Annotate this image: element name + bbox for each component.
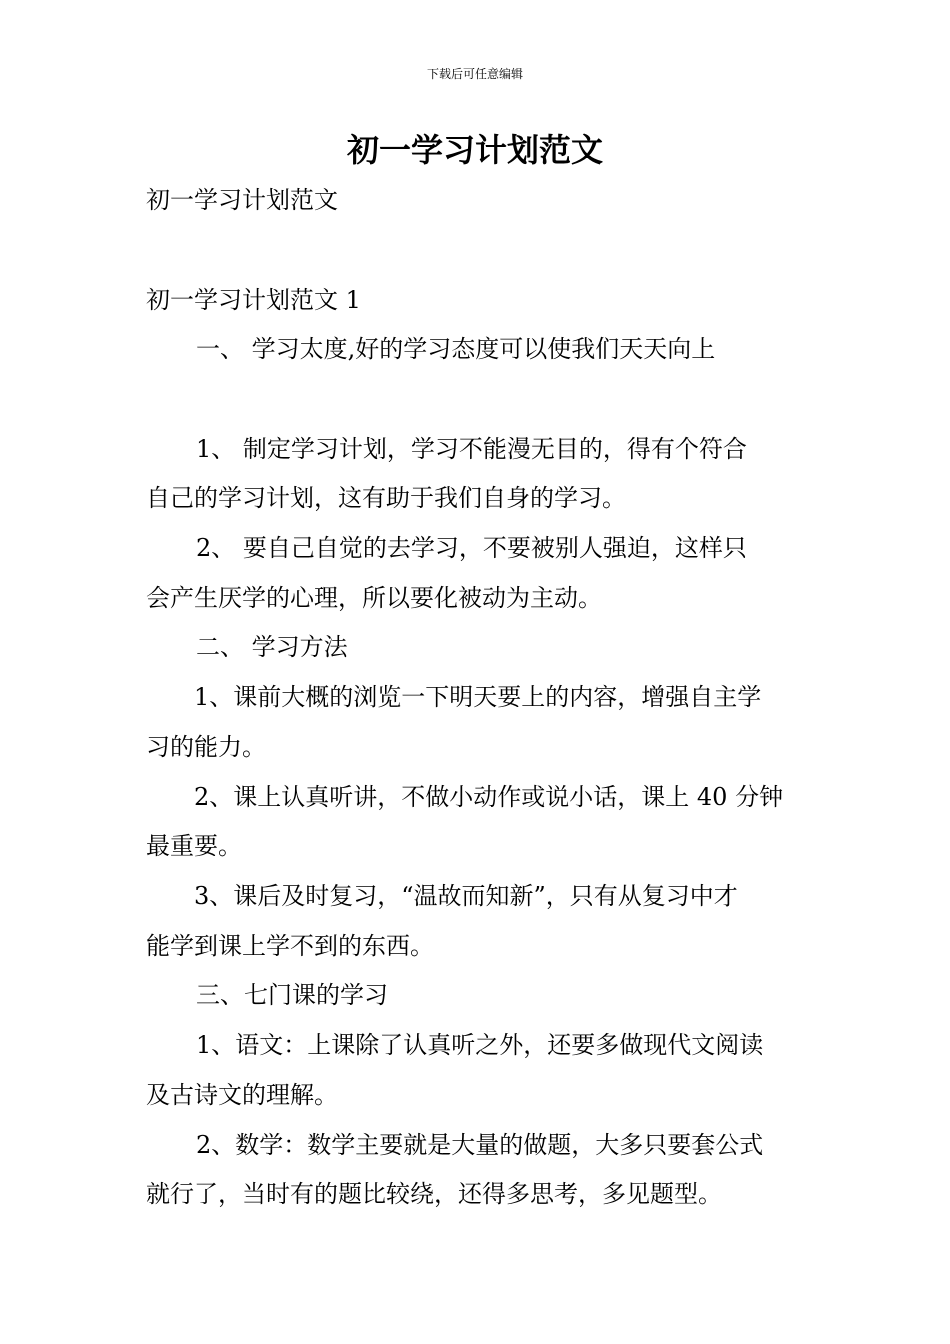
document-title: 初一学习计划范文 [346, 131, 603, 169]
paragraph-line: 会产生厌学的心理，所以要化被动为主动。 [146, 584, 602, 612]
paragraph-line: 三、七门课的学习 [196, 981, 388, 1009]
paragraph-line: 1、 制定学习计划，学习不能漫无目的，得有个符合 [196, 435, 747, 463]
paragraph-line: 及古诗文的理解。 [146, 1081, 338, 1109]
paragraph-line: 2、 要自己自觉的去学习，不要被别人强迫，这样只 [196, 534, 747, 562]
paragraph-line: 1、课前大概的浏览一下明天要上的内容，增强自主学 [194, 683, 762, 711]
paragraph-line: 二、 学习方法 [196, 633, 348, 661]
paragraph-line: 2、数学：数学主要就是大量的做题，大多只要套公式 [196, 1131, 764, 1159]
paragraph-line: 就行了，当时有的题比较绕，还得多思考，多见题型。 [146, 1180, 722, 1208]
paragraph-line: 2、课上认真听讲，不做小动作或说小话，课上 40 分钟 [194, 783, 784, 811]
header-note: 下载后可任意编辑 [426, 67, 523, 81]
paragraph-line: 自己的学习计划，这有助于我们自身的学习。 [146, 484, 626, 512]
paragraph-line: 能学到课上学不到的东西。 [146, 932, 434, 960]
subtitle-line: 初一学习计划范文 [146, 186, 338, 214]
section-heading: 初一学习计划范文 1 [146, 286, 361, 314]
paragraph-line: 一、 学习太度,好的学习态度可以使我们天天向上 [196, 335, 716, 363]
paragraph-line: 1、语文：上课除了认真听之外，还要多做现代文阅读 [196, 1031, 764, 1059]
paragraph-line: 3、课后及时复习，“温故而知新”，只有从复习中才 [194, 882, 738, 910]
paragraph-line: 最重要。 [146, 832, 242, 860]
paragraph-line: 习的能力。 [146, 733, 266, 761]
